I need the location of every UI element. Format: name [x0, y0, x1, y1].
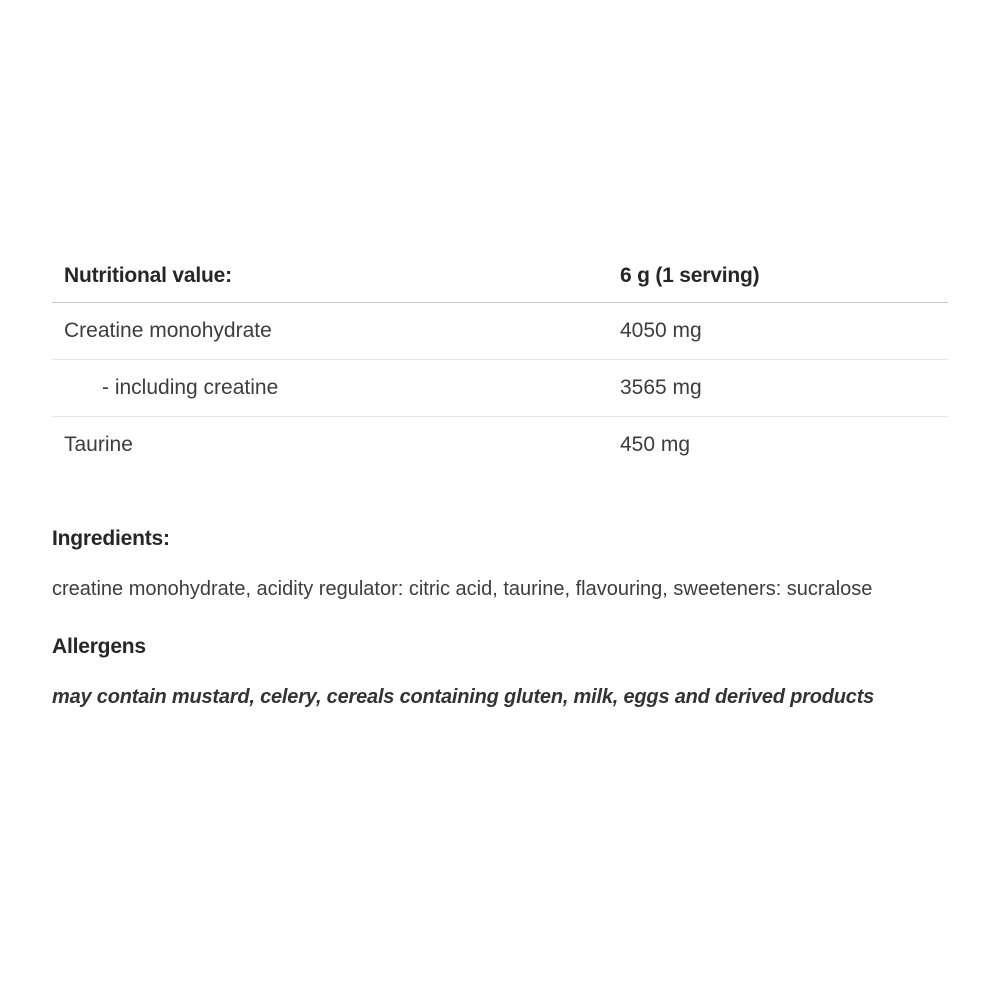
nutrient-label: - including creatine	[52, 360, 608, 417]
nutrition-table	[52, 250, 948, 473]
nutrient-label: Creatine monohydrate	[52, 303, 608, 360]
table-row-including-creatine	[52, 360, 948, 417]
allergens-text: may contain mustard, celery, cereals containing gluten, milk, eggs and derived products	[52, 686, 875, 708]
nutrient-value: 3565 mg	[608, 360, 948, 417]
ingredients-heading: Ingredients:	[52, 527, 170, 550]
nutrient-label: Taurine	[64, 433, 133, 456]
table-row-creatine-monohydrate	[52, 303, 948, 360]
nutrition-header-label: Nutritional value:	[52, 250, 608, 303]
ingredients-text: creatine monohydrate, acidity regulator: citric acid, taurine, flavouring, sweeteners: sucralose	[52, 578, 873, 600]
table-row-taurine	[52, 417, 948, 474]
nutrient-value: 450 mg	[620, 433, 691, 456]
nutrition-header-serving-size: 6 g (1 serving)	[608, 250, 948, 303]
nutrient-value: 4050 mg	[608, 303, 948, 360]
nutrition-table-header-row	[52, 250, 948, 303]
allergens-heading: Allergens	[52, 635, 146, 658]
